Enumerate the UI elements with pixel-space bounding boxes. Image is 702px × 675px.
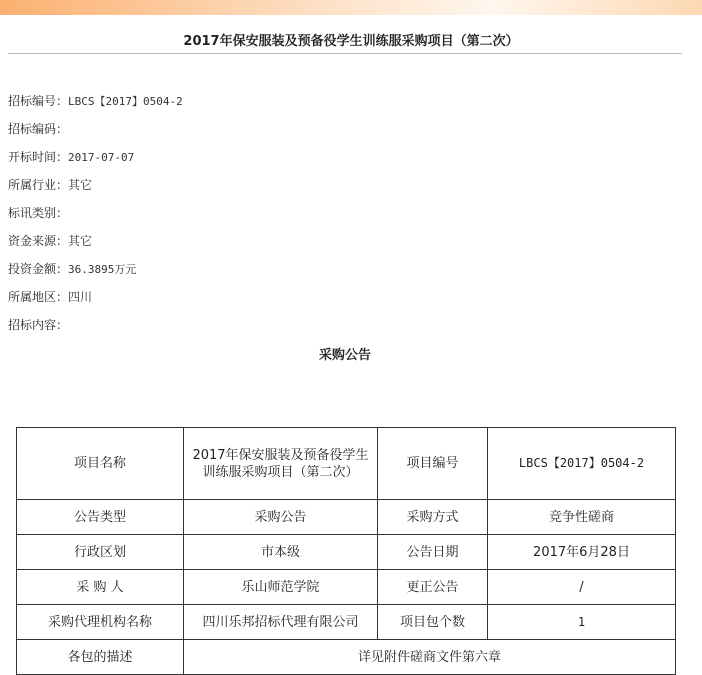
field-value: 其它: [68, 234, 93, 248]
field-value: 四川: [68, 290, 93, 304]
field-content: [8, 317, 68, 333]
table-value-cell: /: [488, 570, 676, 605]
field-label: 所属地区：: [8, 290, 69, 304]
table-label-cell: 公告类型: [17, 500, 184, 535]
table-value-cell: 采购公告: [184, 500, 378, 535]
field-industry: [8, 177, 92, 193]
table-label-cell: 各包的描述: [17, 640, 184, 675]
table-label-cell: 更正公告: [378, 570, 488, 605]
field-value: 2017-07-07: [68, 151, 135, 164]
table-row: [17, 428, 676, 500]
top-banner: [0, 0, 702, 15]
table-label-cell: 行政区划: [17, 535, 184, 570]
field-value: 36.3895万元: [68, 263, 137, 276]
table-label-cell: 采购方式: [378, 500, 488, 535]
field-value: LBCS【2017】0504-2: [68, 95, 183, 108]
table-row: [17, 570, 676, 605]
table-value-cell: 2017年保安服装及预备役学生训练服采购项目（第二次）: [184, 428, 378, 500]
table-row: [17, 605, 676, 640]
field-label: 所属行业：: [8, 178, 69, 192]
field-open-time: [8, 149, 134, 166]
table-label-cell: 项目包个数: [378, 605, 488, 640]
field-label: 资金来源：: [8, 234, 69, 248]
field-investment: [8, 261, 136, 278]
title-divider: [8, 53, 682, 54]
table-label-cell: 项目名称: [17, 428, 184, 500]
package-desc-link[interactable]: 详见附件磋商文件第六章: [184, 640, 676, 675]
section-heading: 采购公告: [318, 348, 371, 363]
field-category: [8, 205, 68, 221]
field-label: 标讯类别：: [8, 206, 69, 220]
field-label: 招标编号：: [8, 94, 69, 108]
table-label-cell: 采 购 人: [17, 570, 184, 605]
field-value: 其它: [68, 178, 93, 192]
table-value-cell: LBCS【2017】0504-2: [488, 428, 676, 500]
table-row: [17, 500, 676, 535]
field-label: 开标时间：: [8, 150, 69, 164]
table-value-cell: 1: [488, 605, 676, 640]
field-bid-code: [8, 121, 68, 137]
table-label-cell: 采购代理机构名称: [17, 605, 184, 640]
table-value-cell: 乐山师范学院: [184, 570, 378, 605]
field-bid-number: [8, 93, 183, 110]
field-label: 招标内容：: [8, 318, 69, 332]
table-label-cell: 项目编号: [378, 428, 488, 500]
field-label: 招标编码：: [8, 122, 69, 136]
field-region: [8, 289, 92, 305]
table-value-cell: 市本级: [184, 535, 378, 570]
notice-date-value: 2017年6月28日: [488, 535, 676, 570]
table-row: [17, 640, 676, 675]
field-label: 投资金额：: [8, 262, 69, 276]
table-row: [17, 535, 676, 570]
table-value-cell: 竞争性磋商: [488, 500, 676, 535]
table-value-cell: 四川乐邦招标代理有限公司: [184, 605, 378, 640]
page-title: 2017年保安服装及预备役学生训练服采购项目（第二次）: [183, 34, 519, 49]
notice-table: [16, 427, 676, 675]
table-label-cell: 公告日期: [378, 535, 488, 570]
field-fund-source: [8, 233, 92, 249]
